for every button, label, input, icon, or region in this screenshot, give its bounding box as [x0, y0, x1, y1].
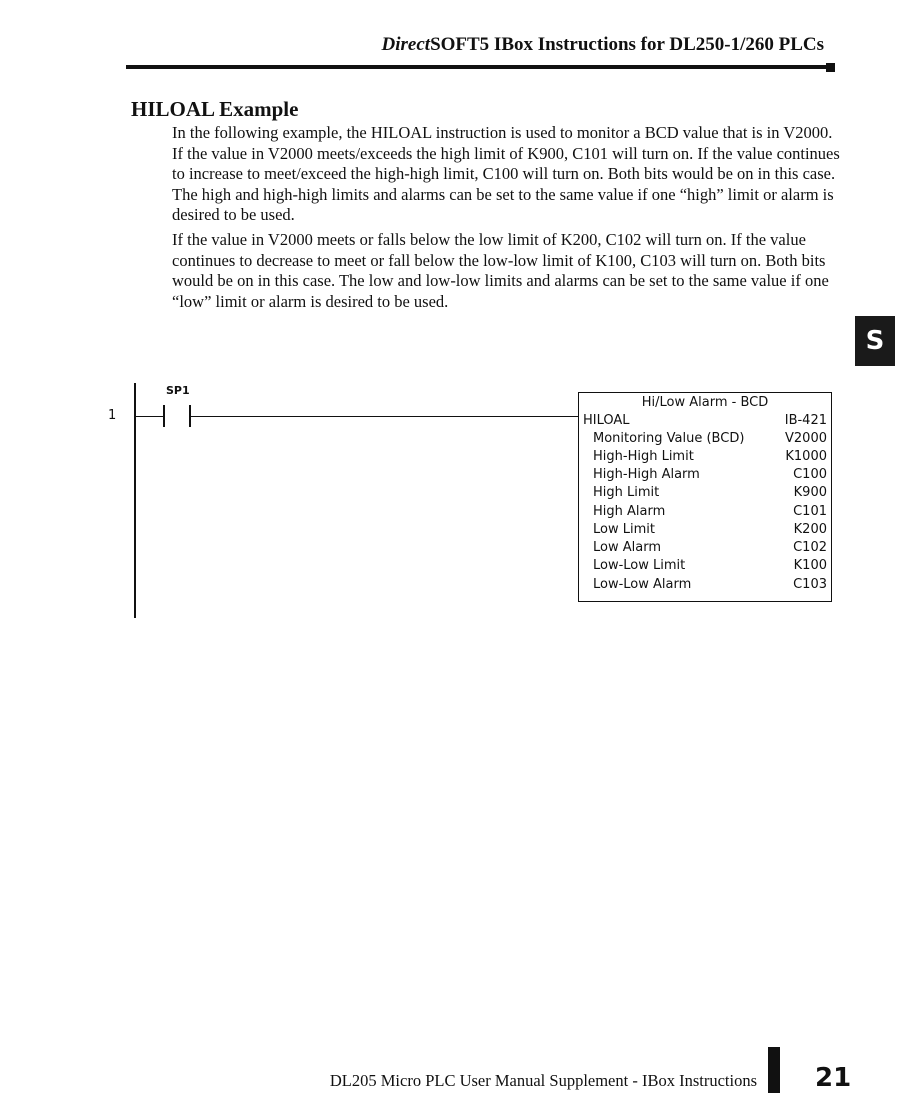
ibox-param-row [579, 504, 831, 522]
contact-label: SP1 [166, 384, 190, 397]
param-value: K100 [793, 558, 827, 573]
header-rule [126, 65, 828, 69]
ibox-param-row [579, 540, 831, 558]
param-label: High-High Limit [593, 449, 694, 464]
param-value: C101 [793, 504, 827, 519]
ibox-param-row [579, 485, 831, 503]
param-value: C100 [793, 467, 827, 482]
ibox-param-row [579, 467, 831, 485]
section-title: HILOAL Example [131, 97, 299, 121]
param-value: K900 [793, 485, 827, 500]
param-value: K200 [793, 522, 827, 537]
contact-left-bar [163, 405, 165, 427]
ibox-param-row [579, 522, 831, 540]
rung-number: 1 [108, 408, 117, 423]
running-header [382, 34, 824, 56]
ibox-instruction [578, 392, 832, 602]
param-label: Low-Low Limit [593, 558, 686, 573]
section-tab: S [855, 316, 895, 366]
header-brand: Direct [381, 34, 431, 55]
param-value: V2000 [785, 431, 827, 446]
param-label: Low Alarm [593, 540, 661, 555]
header-rule-end [826, 63, 835, 72]
paragraph-2: If the value in V2000 meets or falls below the low limit of K200, C102 will turn on. If the value continues to decrease to meet or fall below the low-low limit of K100, C103 will turn on. Both bits would be on in this case. The low and low-low limits and alarms can be set to the same value if one “low” limit or alarm is desired to be used. [172, 230, 829, 311]
header-title-rest: SOFT5 IBox Instructions for DL250-1/260 PLCs [430, 34, 824, 55]
rung-wire-right [191, 416, 578, 417]
page-number: 21 [815, 1063, 852, 1093]
param-value: C103 [793, 577, 827, 592]
ibox-title: Hi/Low Alarm - BCD [641, 395, 769, 410]
ibox-param-row [579, 558, 831, 576]
param-label: Monitoring Value (BCD) [593, 431, 745, 446]
param-label: High Limit [593, 485, 660, 500]
param-value: K1000 [785, 449, 827, 464]
paragraph-1: In the following example, the HILOAL instruction is used to monitor a BCD value that is in V2000. If the value in V2000 meets/exceeds the high limit of K900, C101 will turn on. If the value continues to increase to meet/exceed the high-high limit, C100 will turn on. Both bits would be on in this case. The high and high-high limits and alarms can be set to the same value if one “high” limit or alarm is desired to be used. [172, 123, 840, 224]
ibox-param-row [579, 577, 831, 595]
param-value: C102 [793, 540, 827, 555]
left-power-rail [134, 383, 136, 618]
footer-bar [768, 1047, 780, 1093]
ibox-name: HILOAL [583, 413, 630, 428]
ibox-param-row [579, 431, 831, 449]
footer-text: DL205 Micro PLC User Manual Supplement - IBox Instructions [329, 1071, 757, 1090]
param-label: High-High Alarm [593, 467, 700, 482]
ibox-param-row [579, 449, 831, 467]
param-label: High Alarm [593, 504, 666, 519]
rung-wire-left [136, 416, 164, 417]
ibox-id: IB-421 [784, 413, 827, 428]
param-label: Low Limit [593, 522, 655, 537]
param-label: Low-Low Alarm [593, 577, 692, 592]
